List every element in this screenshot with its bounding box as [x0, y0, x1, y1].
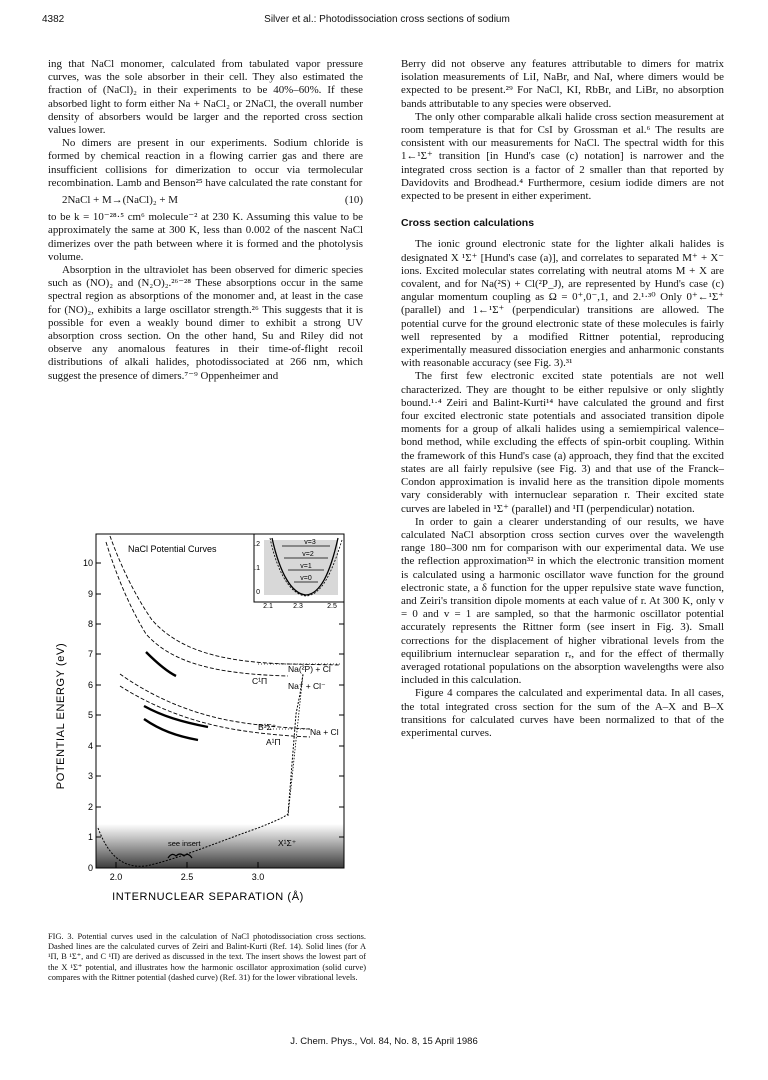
inset-plot [254, 534, 344, 610]
right-ticks [339, 624, 344, 837]
journal-footer: J. Chem. Phys., Vol. 84, No. 8, 15 April 1986 [290, 1036, 478, 1047]
ground-well-shading [96, 824, 344, 868]
equation-text: 2NaCl + M→(NaCl)₂ + M [62, 194, 178, 207]
label-na-cl: Na + Cl [310, 727, 339, 737]
y-tick-2: 2 [87, 802, 93, 812]
x-axis-label: INTERNUCLEAR SEPARATION (Å) [112, 891, 304, 903]
equation-number: (10) [344, 194, 363, 207]
inset-level-v1: v=1 [300, 563, 312, 570]
equation-10 [48, 190, 363, 211]
inset-x-tick-25: 2.5 [327, 603, 337, 610]
figure-caption: FIG. 3. Potential curves used in the calculation of NaCl photodissociation cross sections. Dashed lines are the calculated curves of Zeiri and Balint-Kurti (Ref. 14). Solid lines (for A ¹Π, B ¹Σ⁺, and C ¹Π) are derived as discussed in the text. The insert shows the lowest part of the X ¹Σ⁺ potential, and illustrates how the harmonic oscillator approximation (solid curve) compares with the Rittner potential (dashed curve) (Ref. 31) for the lower vibrational levels. [48, 932, 366, 982]
y-tick-7: 7 [87, 649, 93, 659]
dashed-curve-a1pi [120, 686, 310, 737]
inset-level-v3: v=3 [304, 539, 316, 546]
y-tick-0: 0 [87, 863, 93, 873]
label-b1sigma: B¹Σ⁺ [258, 722, 277, 732]
figure-3 [48, 524, 366, 924]
right-paragraph-4: The first few electronic excited state potentials are not well characterized. They are thought to be either repulsive or only slightly bound.¹·⁴ Zeiri and Balint-Kurti¹⁴ have calculated the ground and first four excited electronic state potentials and associated transition dipole moments for a group of alkali halides using a semiempirical valence–bond method, while excluding the effects of spin-orbit coupling. Within the framework of this Hund's case (a) approach, they find that the excited states are all fairly repulsive (see Fig. 3) and that use of the Franck–Condon approximation is invalid here as the transition dipole moments vary considerably with internuclear separation r. Their excited state curves are labeled in ¹Σ⁺ (parallel) and ¹Π (perpendicular) notation. [401, 370, 724, 515]
inset-y-tick-01: .1 [254, 565, 260, 572]
x-tick-3-0: 3.0 [251, 872, 265, 882]
right-paragraph-5: In order to gain a clearer understanding of our results, we have calculated NaCl absorption cross section curves over the wavelength range 180–300 nm for comparison with our experimental data. We use the reflection approximation³² in which the electronic transition moment is calculated using a harmonic oscillator wave function for the ground electronic state, a δ function for the upper repulsive state wave function, and Zeiri's transition dipole moments at each value of r. At 300 K, only v = 0 and v = 1 are sampled, so that the harmonic oscillator potential accurately represents the Rittner form (see insert in Fig. 3). Small corrections for the displacement of higher vibrational levels from the equilibrium internuclear separation rₑ, and for the effect of thermally averaged rotational populations on the absorption wavelengths were also included in this calculation. [401, 515, 724, 687]
solid-curve-c1pi [146, 652, 176, 676]
label-x1sigma: X¹Σ⁺ [278, 838, 297, 848]
y-tick-5: 5 [87, 710, 93, 720]
right-paragraph-1: Berry did not observe any features attributable to dimers for matrix isolation measurements of LiI, NaBr, and NaI, where dimers would be expected to be present.²⁹ For NaCl, KI, RbBr, and LiBr, no absorption bands attributable to any species were observed. [401, 58, 724, 110]
page-number: 4382 [42, 14, 65, 25]
left-column [48, 58, 363, 383]
label-see-insert: see insert [168, 839, 201, 848]
x-tick-2-0: 2.0 [109, 872, 123, 882]
left-paragraph-1: ing that NaCl monomer, calculated from tabulated vapor pressure curves, was the sole absorber in their cell. They also estimated the fraction of (NaCl)₂ in their experiments to be 40%–60%. If these absorbed light to form either Na + NaCl₂ or 2NaCl, the overall number density of absorbers would be larger and the reported cross section values lower. [48, 58, 363, 137]
inset-x-tick-23: 2.3 [293, 603, 303, 610]
right-paragraph-3: The ionic ground electronic state for the lighter alkali halides is designated X ¹Σ⁺ [Hund's case (a)], and correlates to separated M⁺ + X⁻ ions. Excited molecular states correlating with neutral atoms M + X are covalent, and for Na(²S) + Cl(²P_J), are represented by Hund's case (c) angular momentum coupling as Ω = 0⁺,0⁻,1, and 2.¹·³⁰ Only 0⁺←¹Σ⁺ (parallel) and 1←¹Σ⁺ (perpendicular) transitions are allowed. The potential curve for the ground electronic state of these molecules is fairly well represented by a modified Rittner potential, reproducing experimentally measured dissociation energies and anharmonic constants with reasonable accuracy (see Fig. 3).³¹ [401, 238, 724, 370]
y-tick-10: 10 [82, 558, 93, 568]
x-tick-2-5: 2.5 [180, 872, 194, 882]
y-tick-6: 6 [87, 680, 93, 690]
inset-x-tick-21: 2.1 [263, 603, 273, 610]
y-axis-label: POTENTIAL ENERGY (eV) [55, 642, 67, 790]
plot-title: NaCl Potential Curves [128, 544, 217, 554]
label-c1pi: C¹Π [252, 676, 268, 686]
left-paragraph-3: to be k = 10⁻²⁸·⁵ cm⁶ molecule⁻² at 230 K. Assuming this value to be approximately the same at 300 K, less than 0.002 of the nascent NaCl dimerizes over the path between where it is formed and the photolysis volume. [48, 211, 363, 263]
right-paragraph-6: Figure 4 compares the calculated and experimental data. In all cases, the total integrated cross section for the sum of the A–X and B–X transitions for calculated curves have been normalized to that of the experimental curves. [401, 687, 724, 739]
y-tick-4: 4 [87, 741, 93, 751]
running-header [42, 14, 732, 28]
running-title: Silver et al.: Photodissociation cross sections of sodium [264, 14, 510, 25]
y-tick-1: 1 [87, 832, 93, 842]
inset-level-v2: v=2 [302, 551, 314, 558]
y-tick-9: 9 [87, 589, 93, 599]
label-naplus-clminus: Na⁺ + Cl⁻ [288, 681, 326, 691]
right-column [401, 58, 724, 740]
left-paragraph-4: Absorption in the ultraviolet has been observed for dimeric species such as (NO)₂ and (N₂O)₂.²⁶⁻²⁸ These absorptions occur in the same spectral region as absorptions of the monomer and, at least in the case for (NO)₂, exhibits a large oscillator strength.²⁶ This suggests that it is possible for even a weakly bound dimer to exhibit a strong UV absorption cross section. On the other hand, Su and Riley did not observe any anomalous features in their time-of-flight recoil distributions of alkali halides, photodissociated at 266 nm, which suggest the presence of dimers.⁷⁻⁹ Oppenheimer and [48, 264, 363, 382]
section-heading: Cross section calculations [401, 217, 535, 230]
right-paragraph-2: The only other comparable alkali halide cross section measurement at room temperature is that for CsI by Grossman et al.⁶ The results are consistent with our measurements for NaCl. The spectral width for this 1←¹Σ⁺ transition [in Hund's case (c) notation] is narrower and the integrated cross section is a factor of 2 smaller than that reported by Davidovits and Brodhead.⁴ Furthermore, cesium iodide dimers are not expected to be present in either experiment. [401, 110, 724, 203]
ionic-asymptote [288, 674, 303, 816]
y-tick-8: 8 [87, 619, 93, 629]
inset-y-tick-0: 0 [256, 589, 260, 596]
label-na2p-cl: Na(²P) + Cl [288, 664, 331, 674]
y-tick-3: 3 [87, 771, 93, 781]
inset-level-v0: v=0 [300, 575, 312, 582]
label-a1pi: A¹Π [266, 737, 281, 747]
potential-curves-plot [48, 524, 366, 924]
left-paragraph-2: No dimers are present in our experiments. Sodium chloride is formed by chemical reaction in a flowing carrier gas and there are insufficient collisions for dimerization to occur via termolecular recombination. Lamb and Benson²⁵ have calculated the rate constant for [48, 137, 363, 189]
inset-y-tick-02: .2 [254, 541, 260, 548]
